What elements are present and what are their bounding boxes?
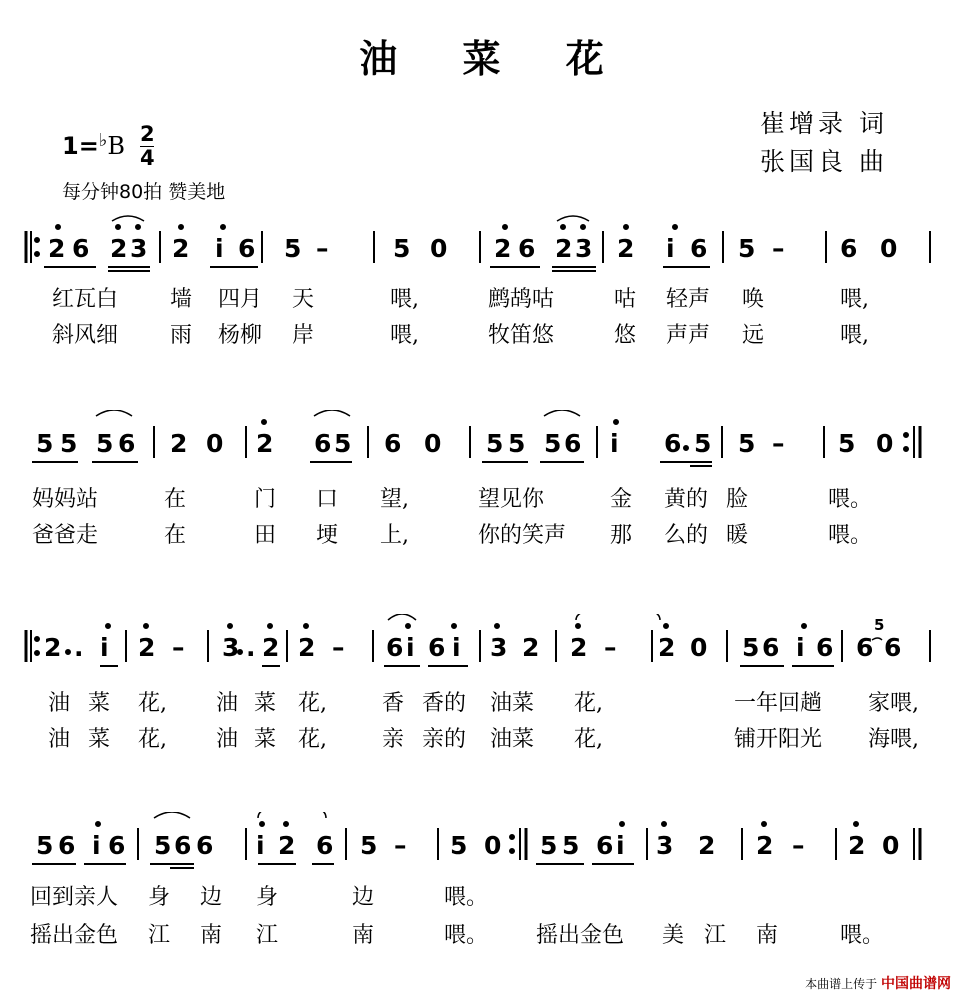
notation-system-1	[0, 215, 963, 275]
lyric-word: 悠	[614, 323, 637, 348]
lyric-word: 唤	[742, 287, 765, 312]
svg-text:2: 2	[756, 831, 774, 860]
lyric-word: 喂,	[390, 287, 419, 312]
svg-text:6: 6	[428, 633, 446, 662]
svg-text:2: 2	[172, 234, 190, 263]
svg-text:0: 0	[876, 429, 894, 458]
svg-text:2: 2	[298, 633, 316, 662]
lyric-word: 喂,	[840, 287, 869, 312]
lyric-word: 斜风细	[52, 323, 119, 348]
svg-text:2: 2	[262, 633, 280, 662]
svg-text:2: 2	[698, 831, 716, 860]
svg-text:.: .	[246, 633, 256, 662]
flat-sign: ♭	[98, 130, 108, 151]
svg-text:5: 5	[838, 429, 856, 458]
svg-text:5: 5	[508, 429, 526, 458]
svg-text:5: 5	[742, 633, 760, 662]
svg-text:5: 5	[874, 616, 885, 634]
lyric-word: 在	[164, 523, 187, 548]
svg-text:2: 2	[555, 234, 573, 263]
notation-line-4	[0, 812, 963, 872]
lyric-word: 墙	[170, 287, 193, 312]
lyric-word: 摇出金色	[30, 923, 119, 948]
svg-text:2: 2	[278, 831, 296, 860]
svg-text:6: 6	[840, 234, 858, 263]
lyric-word: 鹧鸪咕	[488, 287, 555, 312]
svg-text:i: i	[452, 633, 461, 662]
lyric-word: 咕	[614, 287, 637, 312]
lyric-word: 喂。	[828, 487, 873, 512]
svg-text:6: 6	[564, 429, 582, 458]
lyric-word: 脸	[726, 487, 749, 512]
song-title: 油 菜 花	[359, 36, 630, 81]
svg-text:6: 6	[596, 831, 614, 860]
svg-text:0: 0	[882, 831, 900, 860]
lyric-word: 油菜	[490, 727, 535, 752]
tempo-marking: 每分钟80拍 赞美地	[62, 181, 226, 203]
svg-text:5: 5	[334, 429, 352, 458]
lyric-word: 雨	[170, 323, 193, 348]
lyric-word: 油	[48, 727, 71, 752]
notation-line-2	[0, 410, 963, 470]
svg-text:2: 2	[570, 633, 588, 662]
svg-text:–: –	[772, 234, 785, 263]
lyric-word: 你的笑声	[478, 523, 567, 548]
time-signature-top: 2	[140, 122, 155, 146]
lyric-word: 暖	[726, 523, 749, 548]
lyric-word: 花,	[574, 727, 603, 752]
lyric-word: 身	[148, 885, 171, 910]
svg-text:2: 2	[48, 234, 66, 263]
svg-text:5: 5	[738, 429, 756, 458]
svg-text:3: 3	[490, 633, 508, 662]
lyric-word: 江	[704, 923, 727, 948]
lyric-word: 南	[352, 923, 375, 948]
lyric-word: 四月	[218, 287, 263, 312]
svg-text:0: 0	[424, 429, 442, 458]
svg-text:0: 0	[430, 234, 448, 263]
svg-text:6: 6	[238, 234, 256, 263]
time-signature-bottom: 4	[140, 146, 155, 170]
lyric-word: 摇出金色	[536, 923, 625, 948]
svg-text:5: 5	[694, 429, 712, 458]
svg-text:2: 2	[110, 234, 128, 263]
notation-system-2	[0, 410, 963, 470]
svg-text:i: i	[215, 234, 224, 263]
lyric-word: 远	[742, 323, 765, 348]
lyric-word: 边	[352, 885, 375, 910]
svg-text:2: 2	[848, 831, 866, 860]
lyric-word: 香	[382, 691, 405, 716]
svg-text:5: 5	[154, 831, 172, 860]
svg-text:2: 2	[44, 633, 62, 662]
svg-text:0: 0	[880, 234, 898, 263]
lyric-word: 那	[610, 523, 633, 548]
lyric-word: 油	[48, 691, 71, 716]
lyric-word: 花,	[138, 691, 167, 716]
lyric-word: 喂。	[444, 923, 489, 948]
svg-text:–: –	[604, 633, 617, 662]
svg-text:5: 5	[96, 429, 114, 458]
svg-text:.: .	[74, 633, 84, 662]
lyric-word: 喂。	[840, 923, 885, 948]
svg-text:5: 5	[360, 831, 378, 860]
svg-text:5: 5	[36, 831, 54, 860]
svg-text:5: 5	[486, 429, 504, 458]
lyric-word: 一年回趟	[734, 691, 823, 716]
lyric-word: 埂	[316, 523, 339, 548]
svg-text:5: 5	[738, 234, 756, 263]
svg-text:3: 3	[222, 633, 240, 662]
lyric-word: 上,	[380, 523, 409, 548]
svg-text:2: 2	[138, 633, 156, 662]
svg-text:6: 6	[518, 234, 536, 263]
lyricist-credit: 崔增录 词	[760, 109, 888, 138]
lyric-word: 门	[254, 487, 277, 512]
svg-text:2: 2	[494, 234, 512, 263]
lyric-word: 江	[148, 923, 171, 948]
svg-text:6: 6	[72, 234, 90, 263]
lyric-word: 南	[200, 923, 223, 948]
lyric-word: 望见你	[478, 487, 545, 512]
svg-text:5: 5	[60, 429, 78, 458]
lyric-word: 口	[316, 487, 339, 512]
lyric-word: 南	[756, 923, 779, 948]
svg-text:i: i	[92, 831, 101, 860]
svg-text:3: 3	[656, 831, 674, 860]
lyric-word: 亲的	[422, 727, 467, 752]
lyric-word: 喂。	[444, 885, 489, 910]
svg-text:2: 2	[256, 429, 274, 458]
lyric-word: 油	[216, 727, 239, 752]
key-prefix: 1=	[62, 132, 99, 160]
lyric-word: 菜	[254, 727, 277, 752]
lyric-word: 花,	[298, 727, 327, 752]
lyric-word: 黄的	[664, 487, 709, 512]
svg-text:i: i	[256, 831, 265, 860]
svg-text:i: i	[796, 633, 805, 662]
svg-text:6: 6	[118, 429, 136, 458]
svg-text:6: 6	[316, 831, 334, 860]
svg-text:–: –	[772, 429, 785, 458]
lyric-word: 花,	[574, 691, 603, 716]
lyric-word: 菜	[254, 691, 277, 716]
lyric-word: 美	[662, 923, 685, 948]
svg-text:i: i	[610, 429, 619, 458]
svg-text:–: –	[394, 831, 407, 860]
lyric-word: 家喂,	[868, 691, 919, 716]
svg-text:–: –	[316, 234, 329, 263]
svg-text:5: 5	[393, 234, 411, 263]
lyric-word: 香的	[422, 691, 467, 716]
svg-text:i: i	[100, 633, 109, 662]
svg-text:6: 6	[816, 633, 834, 662]
svg-text:6: 6	[884, 633, 902, 662]
lyric-word: 在	[164, 487, 187, 512]
svg-text:5: 5	[544, 429, 562, 458]
lyric-word: 红瓦白	[52, 287, 119, 312]
svg-text:5: 5	[284, 234, 302, 263]
footer-text: 本曲谱上传于	[805, 977, 878, 991]
key-signature	[62, 130, 125, 160]
svg-text:6: 6	[314, 429, 332, 458]
svg-text:0: 0	[484, 831, 502, 860]
lyric-word: 边	[200, 885, 223, 910]
lyric-word: 身	[256, 885, 279, 910]
lyric-word: 菜	[88, 727, 111, 752]
site-logo[interactable]: 中国曲谱网	[881, 976, 951, 992]
lyric-word: 亲	[382, 727, 405, 752]
lyric-word: 喂,	[840, 323, 869, 348]
time-signature	[140, 124, 155, 169]
svg-text:–: –	[332, 633, 345, 662]
lyric-word: 金	[610, 487, 633, 512]
svg-text:6: 6	[386, 633, 404, 662]
svg-text:2: 2	[617, 234, 635, 263]
lyric-word: 海喂,	[868, 727, 919, 752]
lyric-word: 花,	[298, 691, 327, 716]
lyric-word: 天	[292, 287, 315, 312]
lyric-word: 喂,	[390, 323, 419, 348]
lyric-word: 声声	[666, 323, 711, 348]
svg-text:2: 2	[170, 429, 188, 458]
lyric-word: 喂。	[828, 523, 873, 548]
svg-text:0: 0	[206, 429, 224, 458]
svg-text:–: –	[792, 831, 805, 860]
lyric-word: 岸	[292, 323, 315, 348]
notation-system-4	[0, 812, 963, 872]
lyric-word: 么的	[664, 523, 709, 548]
svg-text:–: –	[172, 633, 185, 662]
svg-text:6: 6	[690, 234, 708, 263]
svg-text:5: 5	[540, 831, 558, 860]
svg-text:0: 0	[690, 633, 708, 662]
key-note: B	[107, 132, 125, 160]
svg-text:6: 6	[384, 429, 402, 458]
svg-text:6: 6	[856, 633, 874, 662]
lyric-word: 望,	[380, 487, 409, 512]
notation-system-3	[0, 614, 963, 674]
svg-text:i: i	[406, 633, 415, 662]
svg-text:6: 6	[762, 633, 780, 662]
svg-text:6: 6	[58, 831, 76, 860]
svg-text:5: 5	[36, 429, 54, 458]
composer-credit: 张国良 曲	[760, 147, 888, 176]
lyric-word: 牧笛悠	[488, 323, 555, 348]
lyric-word: 油菜	[490, 691, 535, 716]
lyric-word: 铺开阳光	[734, 727, 823, 752]
svg-text:6: 6	[174, 831, 192, 860]
notation-line-1	[0, 215, 963, 275]
svg-text:5: 5	[562, 831, 580, 860]
lyric-word: 杨柳	[218, 323, 263, 348]
svg-text:3: 3	[130, 234, 148, 263]
svg-text:i: i	[666, 234, 675, 263]
lyric-word: 花,	[138, 727, 167, 752]
lyric-word: 江	[256, 923, 279, 948]
lyric-word: 油	[216, 691, 239, 716]
lyric-word: 妈妈站	[32, 487, 99, 512]
lyric-word: 爸爸走	[32, 523, 99, 548]
lyric-word: 轻声	[666, 287, 711, 312]
lyric-word: 回到亲人	[30, 885, 119, 910]
lyric-word: 田	[254, 523, 277, 548]
svg-text:i: i	[616, 831, 625, 860]
svg-text:5: 5	[450, 831, 468, 860]
svg-text:3: 3	[575, 234, 593, 263]
notation-line-3	[0, 614, 963, 674]
svg-text:6: 6	[664, 429, 682, 458]
svg-text:2: 2	[658, 633, 676, 662]
svg-text:6: 6	[196, 831, 214, 860]
svg-text:6: 6	[108, 831, 126, 860]
svg-text:2: 2	[522, 633, 540, 662]
footer-watermark	[805, 973, 951, 993]
lyric-word: 菜	[88, 691, 111, 716]
